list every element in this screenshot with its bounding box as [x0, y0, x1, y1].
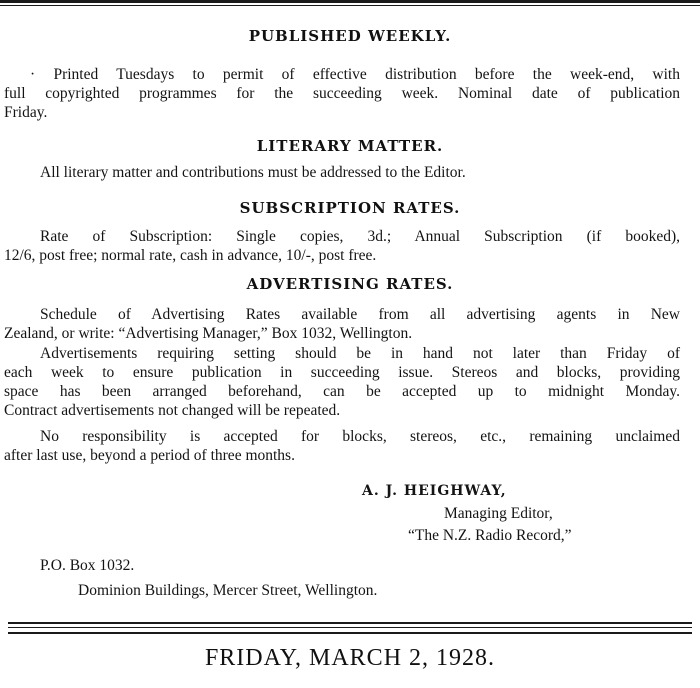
advertising-paragraph-2 [40, 344, 680, 363]
advertising-paragraph-1-cont [4, 324, 680, 343]
published-paragraph-cont [4, 84, 680, 122]
literary-line: All literary matter and contributions must be addressed to the Editor. [40, 164, 466, 181]
editor-name: A. J. HEIGHWAY, [362, 483, 507, 499]
editor-title: Managing Editor, [444, 505, 553, 522]
advertising-line: Zealand, or write: “Advertising Manager,” Box 1032, Wellington. [4, 325, 413, 342]
subscription-paragraph-cont [4, 246, 680, 265]
published-line: Friday. [4, 104, 48, 121]
advertising-paragraph-3 [40, 427, 680, 446]
advertising-line: No responsibility is accepted for blocks, stereos, etc., remaining unclaimed [40, 428, 680, 445]
advertising-line: after last use, beyond a period of three months. [4, 447, 295, 464]
advertising-paragraph-3-cont [4, 446, 680, 465]
literary-matter-heading: LITERARY MATTER. [256, 137, 444, 155]
bottom-rule [8, 622, 692, 634]
advertising-line: Advertisements requiring setting should be in hand not later than Friday of [40, 345, 680, 362]
advertising-line: Schedule of Advertising Rates available from all advertising agents in New [40, 306, 680, 323]
advertising-paragraph-2-cont [4, 363, 680, 420]
published-line: full copyrighted programmes for the succeeding week. Nominal date of publication [4, 85, 680, 102]
subscription-paragraph [40, 227, 680, 246]
po-box: P.O. Box 1032. [40, 557, 135, 574]
published-line: · Printed Tuesdays to permit of effective distribution before the week-end, with [30, 66, 680, 83]
publication-name: “The N.Z. Radio Record,” [408, 527, 572, 544]
published-weekly-heading: PUBLISHED WEEKLY. [248, 27, 452, 45]
street-address: Dominion Buildings, Mercer Street, Wellington. [78, 582, 378, 599]
advertising-line: each week to ensure publication in succeeding issue. Stereos and blocks, providing [4, 364, 680, 381]
top-rule [0, 0, 700, 6]
published-paragraph [30, 65, 680, 84]
advertising-line: Contract advertisements not changed will be repeated. [4, 402, 341, 419]
issue-dateline: FRIDAY, MARCH 2, 1928. [204, 645, 496, 671]
literary-paragraph [40, 163, 680, 182]
advertising-rates-heading: ADVERTISING RATES. [246, 275, 454, 293]
subscription-line: Rate of Subscription: Single copies, 3d.; Annual Subscription (if booked), [40, 228, 680, 245]
advertising-line: space has been arranged beforehand, can be accepted up to midnight Monday. [4, 383, 680, 400]
subscription-line: 12/6, post free; normal rate, cash in advance, 10/-, post free. [4, 247, 377, 264]
subscription-rates-heading: SUBSCRIPTION RATES. [239, 199, 461, 217]
advertising-paragraph-1 [40, 305, 680, 324]
